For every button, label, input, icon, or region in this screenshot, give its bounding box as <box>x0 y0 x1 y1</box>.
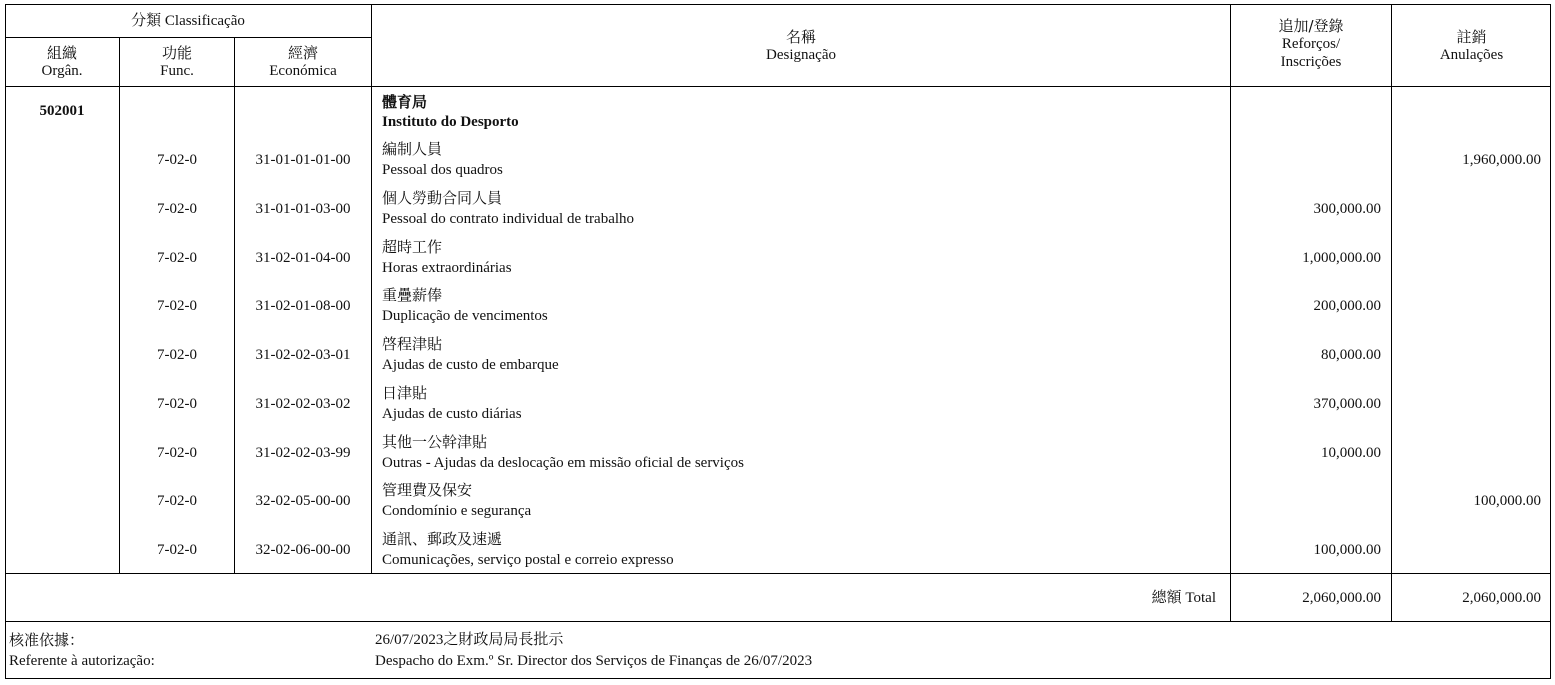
designation-zh: 日津貼 <box>382 384 428 402</box>
econ-code: 31-02-01-08-00 <box>255 298 351 314</box>
reinforcement-amount: 1,000,000.00 <box>1302 250 1381 266</box>
total-label: 總額 Total <box>1151 590 1216 606</box>
reinforcement-amount: 370,000.00 <box>1313 396 1381 412</box>
designation-zh: 啓程津貼 <box>382 335 443 353</box>
authorization-value-zh: 26/07/2023之財政局局長批示 <box>375 632 564 648</box>
grid-line <box>371 4 372 573</box>
designation-zh: 管理費及保安 <box>382 481 473 499</box>
total-reinforcement: 2,060,000.00 <box>1302 590 1381 606</box>
func-code: 7-02-0 <box>157 347 197 363</box>
econ-code: 31-01-01-03-00 <box>255 201 351 217</box>
grid-line <box>1391 4 1392 621</box>
designation-zh: 通訊、郵政及速遞 <box>382 530 503 548</box>
designation-pt: Pessoal do contrato individual de trabalho <box>382 211 635 227</box>
reinforcements-header: 追加/登錄 Reforços/ Inscrições <box>1278 17 1344 70</box>
econ-code: 31-02-01-04-00 <box>255 250 351 266</box>
organ-header: 組織 Orgân. <box>41 44 83 79</box>
reinforcement-amount: 100,000.00 <box>1313 542 1381 558</box>
reinforcement-amount: 80,000.00 <box>1321 347 1381 363</box>
classification-header: 分類 Classificação <box>131 11 245 29</box>
reinforcement-amount: 10,000.00 <box>1321 445 1381 461</box>
reinforcement-amount: 200,000.00 <box>1313 298 1381 314</box>
authorization-label-pt: Referente à autorização: <box>9 653 155 669</box>
designation-zh: 重疊薪俸 <box>382 286 443 304</box>
designation-zh: 其他一公幹津貼 <box>382 433 488 451</box>
designation-pt: Horas extraordinárias <box>382 260 512 276</box>
econ-code: 31-02-02-03-99 <box>255 445 351 461</box>
designation-zh: 個人勞動合同人員 <box>382 189 503 207</box>
entity-name-zh: 體育局 <box>382 93 428 111</box>
designation-pt: Ajudas de custo diárias <box>382 406 522 422</box>
designation-pt: Condomínio e segurança <box>382 503 532 519</box>
designation-header: 名稱 Designação <box>766 28 836 63</box>
designation-zh: 編制人員 <box>382 140 443 158</box>
designation-pt: Pessoal dos quadros <box>382 162 503 178</box>
func-header: 功能 Func. <box>160 44 194 79</box>
grid-line <box>5 573 1551 574</box>
grid-line <box>5 621 1551 622</box>
designation-pt: Ajudas de custo de embarque <box>382 357 559 373</box>
econ-header: 經濟 Económica <box>269 44 337 79</box>
total-annulment: 2,060,000.00 <box>1462 590 1541 606</box>
entity-name-pt: Instituto do Desporto <box>382 114 519 130</box>
budget-table <box>5 4 1551 679</box>
designation-zh: 超時工作 <box>382 238 443 256</box>
func-code: 7-02-0 <box>157 445 197 461</box>
annulment-amount: 1,960,000.00 <box>1462 152 1541 168</box>
annulments-header: 註銷 Anulações <box>1439 28 1504 63</box>
func-code: 7-02-0 <box>157 298 197 314</box>
func-code: 7-02-0 <box>157 542 197 558</box>
econ-code: 31-02-02-03-02 <box>255 396 351 412</box>
func-code: 7-02-0 <box>157 250 197 266</box>
authorization-value-pt: Despacho do Exm.º Sr. Director dos Serviços de Finanças de 26/07/2023 <box>375 653 813 669</box>
annulment-amount: 100,000.00 <box>1473 493 1541 509</box>
authorization-label-zh: 核准依據： <box>9 631 85 649</box>
grid-line <box>5 37 371 38</box>
designation-pt: Comunicações, serviço postal e correio expresso <box>382 552 674 568</box>
func-code: 7-02-0 <box>157 493 197 509</box>
entity-code: 502001 <box>39 103 85 119</box>
designation-pt: Duplicação de vencimentos <box>382 308 548 324</box>
grid-line <box>5 86 1551 87</box>
designation-pt: Outras - Ajudas da deslocação em missão oficial de serviços <box>382 455 744 471</box>
func-code: 7-02-0 <box>157 396 197 412</box>
func-code: 7-02-0 <box>157 152 197 168</box>
econ-code: 31-02-02-03-01 <box>255 347 351 363</box>
econ-code: 32-02-05-00-00 <box>255 493 351 509</box>
econ-code: 32-02-06-00-00 <box>255 542 351 558</box>
func-code: 7-02-0 <box>157 201 197 217</box>
reinforcement-amount: 300,000.00 <box>1313 201 1381 217</box>
econ-code: 31-01-01-01-00 <box>255 152 351 168</box>
